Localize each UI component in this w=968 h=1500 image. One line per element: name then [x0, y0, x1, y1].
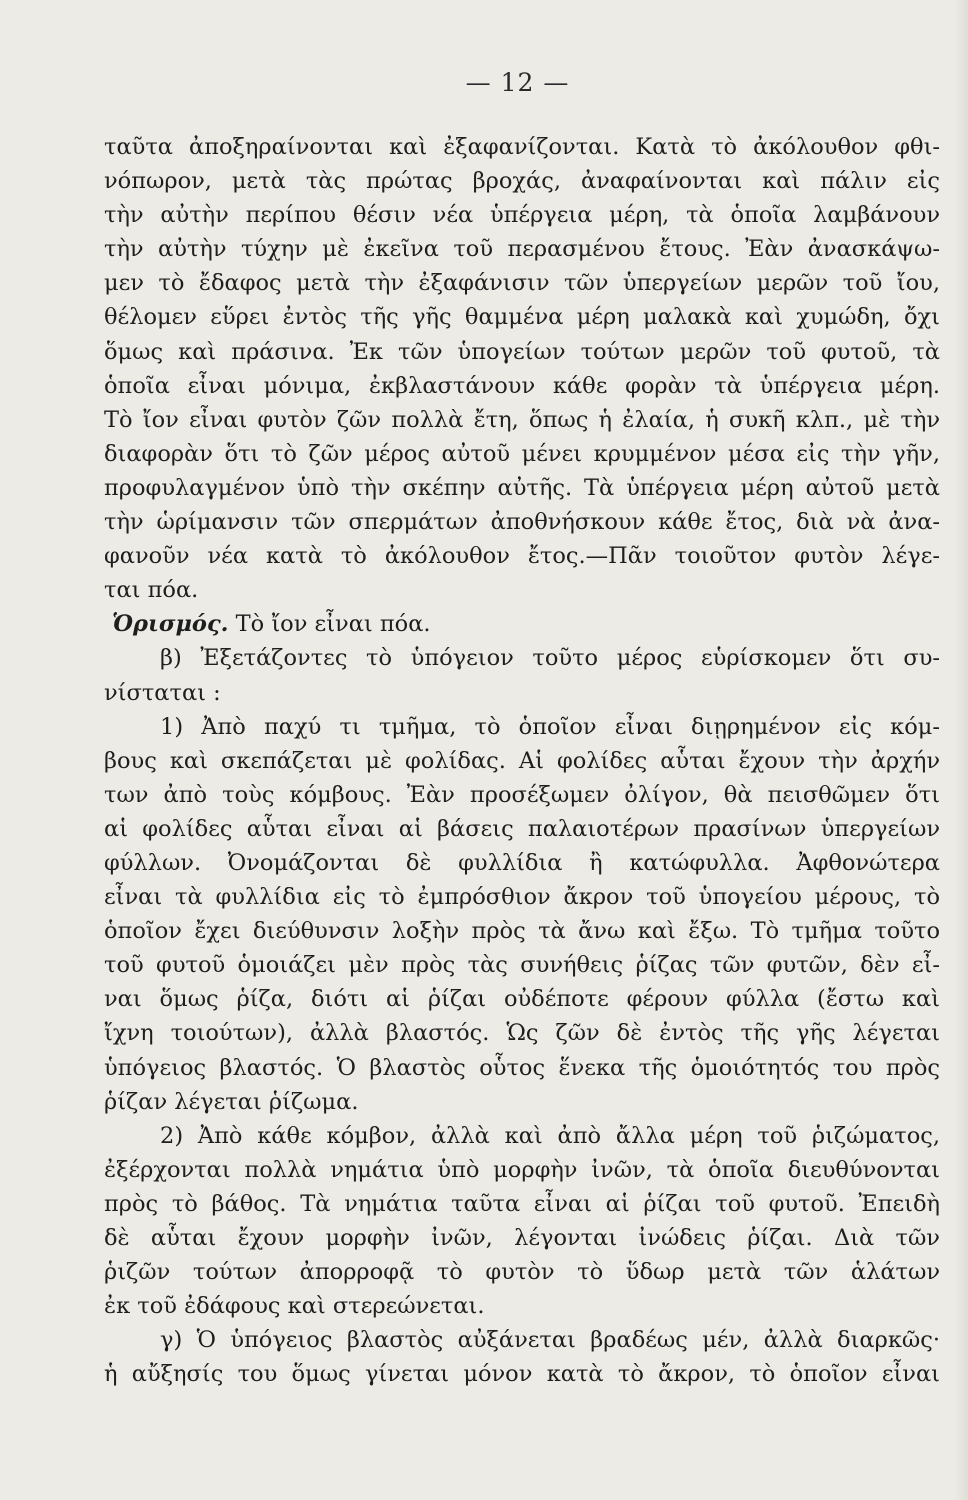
text-line: προφυλαγμένον ὑπὸ τὴν σκέπην αὐτῆς. Τὰ ὑπέργεια μέρη αὐτοῦ μετὰ [104, 474, 940, 501]
text-line: των ἀπὸ τοὺς κόμβους. Ἐὰν προσέξωμεν ὀλίγον, θὰ πεισθῶμεν ὅτι [104, 781, 940, 808]
text-line: Τὸ ἴον εἶναι φυτὸν ζῶν πολλὰ ἔτη, ὅπως ἡ ἐλαία, ἡ συκῆ κλπ., μὲ τὴν [104, 406, 940, 433]
text-line: φύλλων. Ὀνομάζονται δὲ φυλλίδια ἢ κατώφυλλα. Ἀφθονώτερα [104, 849, 940, 876]
text-line: εἶναι τὰ φυλλίδια εἰς τὸ ἐμπρόσθιον ἄκρον τοῦ ὑπογείου μέρους, τὸ [104, 884, 940, 911]
text-line: αἱ φολίδες αὗται εἶναι αἱ βάσεις παλαιοτέρων πρασίνων ὑπεργείων [104, 815, 940, 842]
text-line: ἡ αὔξησίς του ὅμως γίνεται μόνον κατὰ τὸ ἄκρον, τὸ ὁποῖον εἶναι [104, 1361, 940, 1388]
text-line: ἐκ τοῦ ἐδάφους καὶ στερεώνεται. [104, 1293, 485, 1320]
text-line: μεν τὸ ἔδαφος μετὰ τὴν ἐξαφάνισιν τῶν ὑπεργείων μερῶν τοῦ ἴου, [104, 270, 940, 297]
text-line: ὁποῖα εἶναι μόνιμα, ἐκβλαστάνουν κάθε φορὰν τὰ ὑπέργεια μέρη. [104, 372, 940, 399]
text-line: γ) Ὁ ὑπόγειος βλαστὸς αὐξάνεται βραδέως μέν, ἀλλὰ διαρκῶς· [160, 1327, 940, 1354]
body-text [104, 130, 940, 1391]
text-line: τοῦ φυτοῦ ὁμοιάζει μὲν πρὸς τὰς συνήθεις ῥίζας τῶν φυτῶν, δὲν εἶ- [104, 952, 940, 979]
text-line: 2) Ἀπὸ κάθε κόμβον, ἀλλὰ καὶ ἀπὸ ἄλλα μέρη τοῦ ῥιζώματος, [160, 1122, 940, 1149]
text-line: νόπωρον, μετὰ τὰς πρώτας βροχάς, ἀναφαίνονται καὶ πάλιν εἰς [104, 168, 940, 195]
page-edge-shadow [954, 0, 968, 1500]
text-line: διαφορὰν ὅτι τὸ ζῶν μέρος αὐτοῦ μένει κρυμμένον μέσα εἰς τὴν γῆν, [104, 440, 940, 467]
text-line: πρὸς τὸ βάθος. Τὰ νημάτια ταῦτα εἶναι αἱ ῥίζαι τοῦ φυτοῦ. Ἐπειδὴ [104, 1190, 940, 1217]
text-line: τὴν αὐτὴν περίπου θέσιν νέα ὑπέργεια μέρη, τὰ ὁποῖα λαμβάνουν [104, 202, 940, 229]
text-line: τὴν αὐτὴν τύχην μὲ ἐκεῖνα τοῦ περασμένου ἔτους. Ἐὰν ἀνασκάψω- [104, 236, 940, 263]
text-line: ὅμως καὶ πράσινα. Ἐκ τῶν ὑπογείων τούτων μερῶν τοῦ φυτοῦ, τὰ [104, 338, 940, 365]
text-line: β) Ἐξετάζοντες τὸ ὑπόγειον τοῦτο μέρος εὑρίσκομεν ὅτι συ- [160, 645, 940, 672]
text-line: ὁποῖον ἔχει διεύθυνσιν λοξὴν πρὸς τὰ ἄνω καὶ ἔξω. Τὸ τμῆμα τοῦτο [104, 918, 940, 945]
text-line: 1) Ἀπὸ παχύ τι τμῆμα, τὸ ὁποῖον εἶναι διῃρημένον εἰς κόμ- [160, 713, 940, 740]
text-line: ναι ὅμως ῥίζα, διότι αἱ ῥίζαι οὐδέποτε φέρουν φύλλα (ἔστω καὶ [104, 986, 940, 1013]
text-line: ἐξέρχονται πολλὰ νημάτια ὑπὸ μορφὴν ἰνῶν, τὰ ὁποῖα διευθύνονται [104, 1156, 940, 1183]
text-line: τὴν ὡρίμανσιν τῶν σπερμάτων ἀποθνήσκουν κάθε ἔτος, διὰ νὰ ἀνα- [104, 509, 940, 536]
page-number: — 12 — [465, 68, 570, 97]
text-line: ῥιζῶν τούτων ἀπορροφᾷ τὸ φυτὸν τὸ ὕδωρ μετὰ τῶν ἁλάτων [104, 1259, 940, 1286]
text-line: ῥίζαν λέγεται ῥίζωμα. [104, 1088, 359, 1115]
definition-label: Ὁρισμός. [112, 611, 229, 638]
text-line: νίσταται : [104, 679, 221, 706]
text-line: φανοῦν νέα κατὰ τὸ ἀκόλουθον ἔτος.—Πᾶν τοιοῦτον φυτὸν λέγε- [104, 543, 940, 570]
text-line: ἴχνη τοιούτων), ἀλλὰ βλαστός. Ὡς ζῶν δὲ ἐντὸς τῆς γῆς λέγεται [104, 1020, 940, 1047]
text-line: ταῦτα ἀποξηραίνονται καὶ ἐξαφανίζονται. Κατὰ τὸ ἀκόλουθον φθι- [104, 134, 940, 160]
definition-text: Τὸ ἴον εἶναι πόα. [235, 611, 431, 638]
text-line: ὑπόγειος βλαστός. Ὁ βλαστὸς οὗτος ἕνεκα τῆς ὁμοιότητός του πρὸς [104, 1054, 940, 1081]
text-line: βους καὶ σκεπάζεται μὲ φολίδας. Αἱ φολίδες αὗται ἔχουν τὴν ἀρχήν [104, 747, 940, 774]
definition-line [104, 607, 940, 641]
text-line: θέλομεν εὕρει ἐντὸς τῆς γῆς θαμμένα μέρη μαλακὰ καὶ χυμώδη, ὄχι [104, 304, 940, 331]
text-line: ται πόα. [104, 577, 199, 604]
text-line: δὲ αὗται ἔχουν μορφὴν ἰνῶν, λέγονται ἰνώδεις ῥίζαι. Διὰ τῶν [104, 1225, 940, 1251]
